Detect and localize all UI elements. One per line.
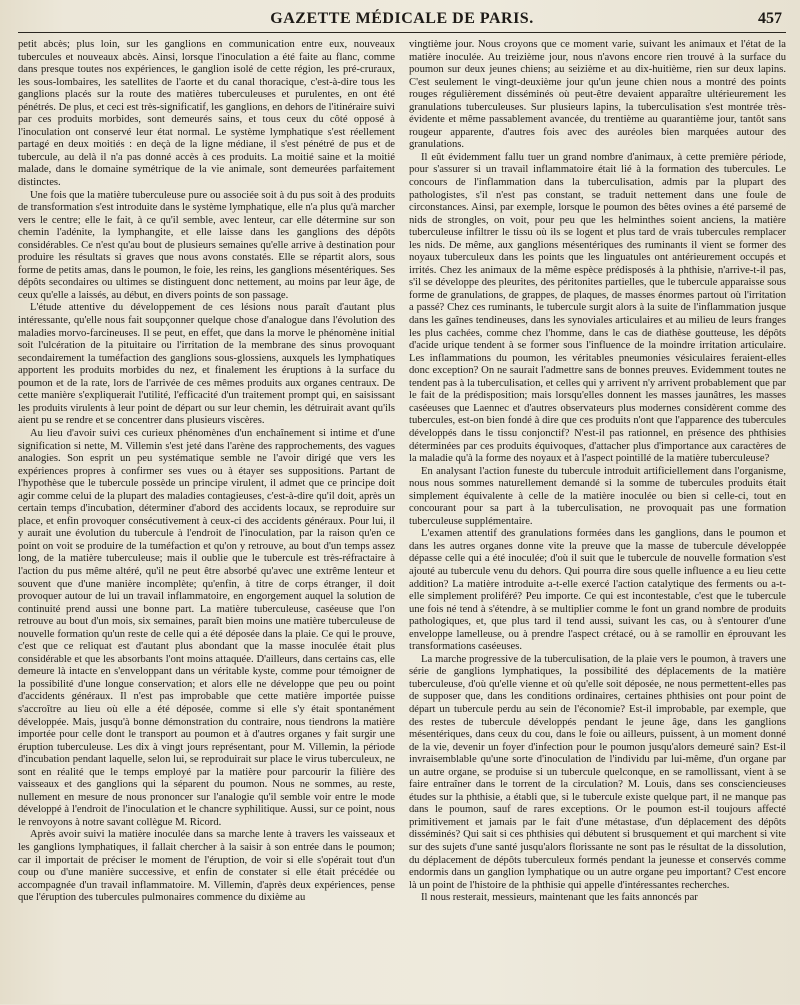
paragraph: Au lieu d'avoir suivi ces curieux phénomènes d'un enchaînement si intime et d'une signification si nette, M. Villemin s'est jeté dans l'arène des rapprochements, des vagues analogies. Son esprit un peu systématique semble ne l'avoir dirigé que vers les expériences propres à confirmer ses vues ou à étayer ses suppositions. Partant de l'hypothèse que le tubercule possède un principe virulent, il admet que ce principe doit agir comme celui de la plupart des maladies contagieuses, c'est-à-dire qu'il doit, après un certain temps d'incubation, déterminer d'abord des accidents locaux, se reproduire sur place, et enfin provoquer consécutivement à ceux-ci des accidents généraux. Pour lui, il y aurait une évolution du tubercule à l'endroit de l'inoculation, par la raison qu'en ce point on voit se produire de la tuméfaction et qu'on y retrouve, au bout d'un temps assez long, de la matière tuberculeuse; mais il oublie que le tubercule est très-réfractaire à l'action du pus même altéré, qu'il ne peut être absorbé qu'avec une extrême lenteur et souvent que d'une manière incomplète; qu'enfin, à titre de corps étranger, il doit provoquer autour de lui un travail inflammatoire, en engorgement auquel la solution de continuité prend aussi une bonne part. La matière tuberculeuse, caséeuse que l'on retrouve au bout d'un mois, six semaines, paraît bien moins une matière tuberculeuse de nouvelle formation qu'un reste de celle qui a été déposée dans la plaie. Ce qui le prouve, c'est que ce reliquat est d'autant plus abondant que la masse inoculée était plus considérable et que les absorbants l'ont moins attaquée. D'ailleurs, dans certains cas, elle demeure là intacte en s'enveloppant dans un véritable kyste, comme pour témoigner de la possibilité d'une longue conservation; et alors elle ne développe que peu ou point d'accidents généraux. Il n'est pas improbable que cette matière importée puisse s'accroître au lieu où elle a été déposée, comme si elle s'y était spontanément développée. Mais, jusqu'à bonne démonstration du contraire, nous tiendrons la matière importée pour celle dont le transport au poumon et à d'autres organes y fait surgir une éruption tuberculeuse. Les dix à vingt jours représentant, pour M. Villemin, la période d'incubation pendant laquelle, selon lui, se reproduirait sur place le virus tuberculeux, ne sont en réalité que le temps employé par la matière pour parcourir la filière des vaisseaux et des ganglions qui la séparent du poumon. Nous ne sommes, au reste, nullement en mesure de nous prononcer sur l'analogie qu'il semble voir entre le mode développé à l'endroit de l'inoculation et le chancre syphilitique. Aussi, sur ce point, nous le renvoyons à notre savant collègue M. Ricord. [18,427,395,828]
journal-title: GAZETTE MÉDICALE DE PARIS. [270,10,534,27]
paragraph: L'examen attentif des granulations formées dans les ganglions, dans le poumon et dans les autres organes donne vite la preuve que la masse de tubercule développée dépasse celle qui a été inoculée; d'où il suit que le tubercule de nouvelle formation s'est ajouté au tubercule venu du dehors. Qui pourra dire sous quelle influence a eu lieu cette addition? La matière introduite a-t-elle exercé l'action catalytique des ferments ou a-t-elle simplement proliféré? Peu importe. Ce qui est incontestable, c'est que le tubercule une fois né tend à s'étendre, à se multiplier comme le font un grand nombre de produits pathologiques, et, que plus tard il tend aussi, suivant les cas, ou à s'entourer d'une enveloppe lamelleuse, ou à prendre l'aspect crétacé, ou à se ramollir en éprouvant les transformations caséeuses. [409,528,786,653]
page-header [18,8,786,33]
paragraph: Une fois que la matière tuberculeuse pure ou associée soit à du pus soit à des produits de transformation s'est introduite dans le système lymphatique, elle n'a plus qu'à marcher vers le centre; elle le fait, à ce qu'il semble, avec lenteur, car elle détermine sur son chemin l'adénite, la lymphangite, et elle laisse dans les ganglions des dépôts considérables. Ce n'est qu'au bout de plusieurs semaines qu'elle arrive à destination pour produire les résultats si graves que nous avons constatés. Elle se répartit alors, sous forme de petits amas, dans le poumon, le foie, les reins, les ganglions mésentériques. Ses dépôts secondaires ou ultimes se distinguent donc nettement, au moins par leur âge, de ceux qu'elle a laissés, au début, en divers points de son passage. [18,189,395,301]
paragraph: En analysant l'action funeste du tubercule introduit artificiellement dans l'organisme, nous nous sommes naturellement demandé si la somme de tubercules produits était simplement équivalente à celle de la matière inoculée ou bien si celle-ci, tout en concourant pour sa part à la tuberculisation, ne provoquait pas une formation tuberculeuse supplémentaire. [409,465,786,527]
right-column [409,39,786,1005]
text-columns [18,39,786,1005]
paragraph: L'étude attentive du développement de ces lésions nous paraît d'autant plus intéressante, qu'elle nous fait soupçonner quelque chose d'analogue dans l'évolution des maladies morvo-farcineuses. Il se peut, en effet, que dans la morve le phénomène initial soit l'ulcération de la pituitaire ou l'irritation de la membrane des sinus provoquant secondairement la tuméfaction des ganglions sous-glossiens, auxquels les lymphatiques apportent les produits morbides du nez, et finalement les éruptions à la surface du poumon et de la rate, lors de l'arrivée de ces mêmes produits aux organes centraux. De cette manière s'expliquerait l'utilité, l'efficacité d'un traitement prompt qui, en saisissant les produits virulents à leur point de départ ou sur leur chemin, les détruirait avant qu'ils aient pu se rendre et se concentrer dans plusieurs viscères. [18,302,395,427]
paragraph: Après avoir suivi la matière inoculée dans sa marche lente à travers les vaisseaux et les ganglions lymphatiques, il fallait chercher à la saisir à son entrée dans le poumon; car il importait de préciser le moment de l'éruption, de voir si elle s'opérait tout d'un coup ou d'une manière successive, et enfin de constater si elle était précédée ou accompagnée d'un travail inflammatoire. M. Villemin, d'après deux expériences, pense que l'éruption des tubercules pulmonaires commence du dixième au [18,829,395,904]
left-column [18,39,395,1005]
paragraph: petit abcès; plus loin, sur les ganglions en communication entre eux, nouveaux tubercules et nouveaux abcès. Ainsi, lorsque l'inoculation a été faite au flanc, comme dans presque toutes nos expériences, le ganglion isolé de cette région, les pré-cruraux, les sous-lombaires, les satellites de l'aorte et du canal thoracique, c'est-à-dire tous les ganglions placés sur la route des matières tuberculeuses et purulentes, en ont été pénétrés. De plus, et ceci est très-significatif, les ganglions, en dehors de l'itinéraire suivi par ces produits morbides, sont demeurés sains, et tous ceux du côté opposé à l'inoculation ont conservé leur état normal. Le système lymphatique s'est réellement partagé en deux moitiés : en deçà de la ligne médiane, il s'est pénétré de pus et de tubercule, au delà il n'a pas donné accès à ces produits. La moitié saine et la moitié malade, dans le domaine symétrique de la vie animale, sont demeurées parfaitement distinctes. [18,39,395,189]
paragraph: vingtième jour. Nous croyons que ce moment varie, suivant les animaux et l'état de la matière inoculée. Au treizième jour, nous n'avons encore rien trouvé à la surface du poumon sur deux jeunes chiens; au seizième et au dix-huitième, rien sur deux lapins. C'est seulement le vingt-deuxième jour qu'un jeune chien nous a montré des points rouges régulièrement disséminés où peut-être devaient apparaître ultérieurement les granulations tuberculeuses. Sur plusieurs lapins, la tuberculisation s'est montrée très-évidente et même passablement avancée, du trentième au quarantième jour, tantôt sans rougeur apparente, d'autres fois avec des auréoles bien marquées autour des granulations. [409,39,786,151]
paragraph: Il nous resterait, messieurs, maintenant que les faits annoncés par [421,892,698,904]
page-number: 457 [758,10,782,27]
paragraph: La marche progressive de la tuberculisation, de la plaie vers le poumon, à travers une série de ganglions lymphatiques, la possibilité des déplacements de la matière tuberculeuse, d'où qu'elle vienne et où qu'elle soit déposée, ne nous permettent-elles pas de supposer que, dans les conditions ordinaires, certaines phthisies ont pour point de départ un tubercule perdu au sein de l'économie? Est-il improbable, par exemple, que des restes de tubercule développés pendant le jeune âge, dans les ganglions mésentériques, dans ceux du cou, dans le foie ou ailleurs, puissent, à un moment donné de la vie, devenir un foyer d'infection pour le poumon jusqu'alors demeuré sain? Est-il invraisemblable qu'une sorte d'inoculation de l'individu par lui-même, d'un organe par un autre organe, se produise si un tubercule quelconque, en se ramollissant, vient à se faire entraîner dans le torrent de la circulation? M. Louis, dans ses consciencieuses études sur la phthisie, a établi que, si le tubercule existe quelque part, il ne manque pas dans le poumon, sauf de rares exceptions. Or le poumon est-il toujours affecté primitivement et jamais par le fait d'une métastase, d'un déplacement des dépôts disséminés? Qui sait si ces phthisies qui débutent si brusquement et qui marchent si vite sur des sujets d'une santé jusqu'alors florissante ne sont pas le résultat de la dissolution, du déplacement de dépôts tuberculeux formés pendant la jeunesse et conservés comme endormis dans un ganglion lymphatique ou un autre organe peu important? C'est encore là un point de l'histoire de la phthisie qui appelle d'intéressantes recherches. [409,653,786,891]
paragraph: Il eût évidemment fallu tuer un grand nombre d'animaux, à cette première période, pour s'assurer si un travail inflammatoire était lié à la formation des tubercules. Le concours de l'inflammation dans la tuberculisation, admis par la plupart des pathologistes, s'il n'est pas constant, se traduit nettement dans une foule de circonstances. Ainsi, par exemple, lorsque le poumon des bêtes ovines a été parsemé de nids de strongles, on voit, pour peu que les helminthes soient anciens, la matière tuberculeuse infiltrer le tissu où ils se logent et plus tard de vrais tubercules remplacer les nids. De même, aux ganglions mésentériques des ruminants il vient se former des noyaux tuberculeux dans les points que les linguatules ont antérieurement occupés et irrités. Chez les animaux de la même espèce prédisposés à la phthisie, n'arrive-t-il pas, s'il se développe des pleurites, des péritonites partielles, que le tubercule apparaisse sous forme de granulations, de grappes, de plaques, de masses énormes partout où l'irritation a passé? Chez ces ruminants, le tubercule surgit alors à la suite de l'inflammation jusque dans les gaînes tendineuses, dans les synoviales articulaires et au milieu de leurs franges les plus cachées, comme chez l'homme, dans le cas de diathèse goutteuse, les dépôts d'acide urique tendent à se former sous l'influence de la moindre irritation articulaire. Les inflammations du poumon, les véritables pneumonies vésiculaires feraient-elles donc exception? On ne saurait l'admettre sans de bonnes preuves. Evidemment toutes ne tendent pas à la tuberculisation, et celles qui y arrivent n'y arrivent probablement que par le fait de la prédisposition; mais lorsqu'elles donnent les masses jaunâtres, les masses caséeuses que Laennec et d'autres observateurs plus modernes considèrent comme des tubercules, est-on bien fondé à dire que ces produits n'ont que l'apparence des tubercules développés dans le tissu conjonctif? N'est-il pas rationnel, en présence des phthisies déterminées par ces produits équivoques, d'attacher plus d'importance aux caractères de la maladie qu'à la forme des noyaux et à l'aspect pointillé de la matière tuberculeuse? [409,151,786,465]
